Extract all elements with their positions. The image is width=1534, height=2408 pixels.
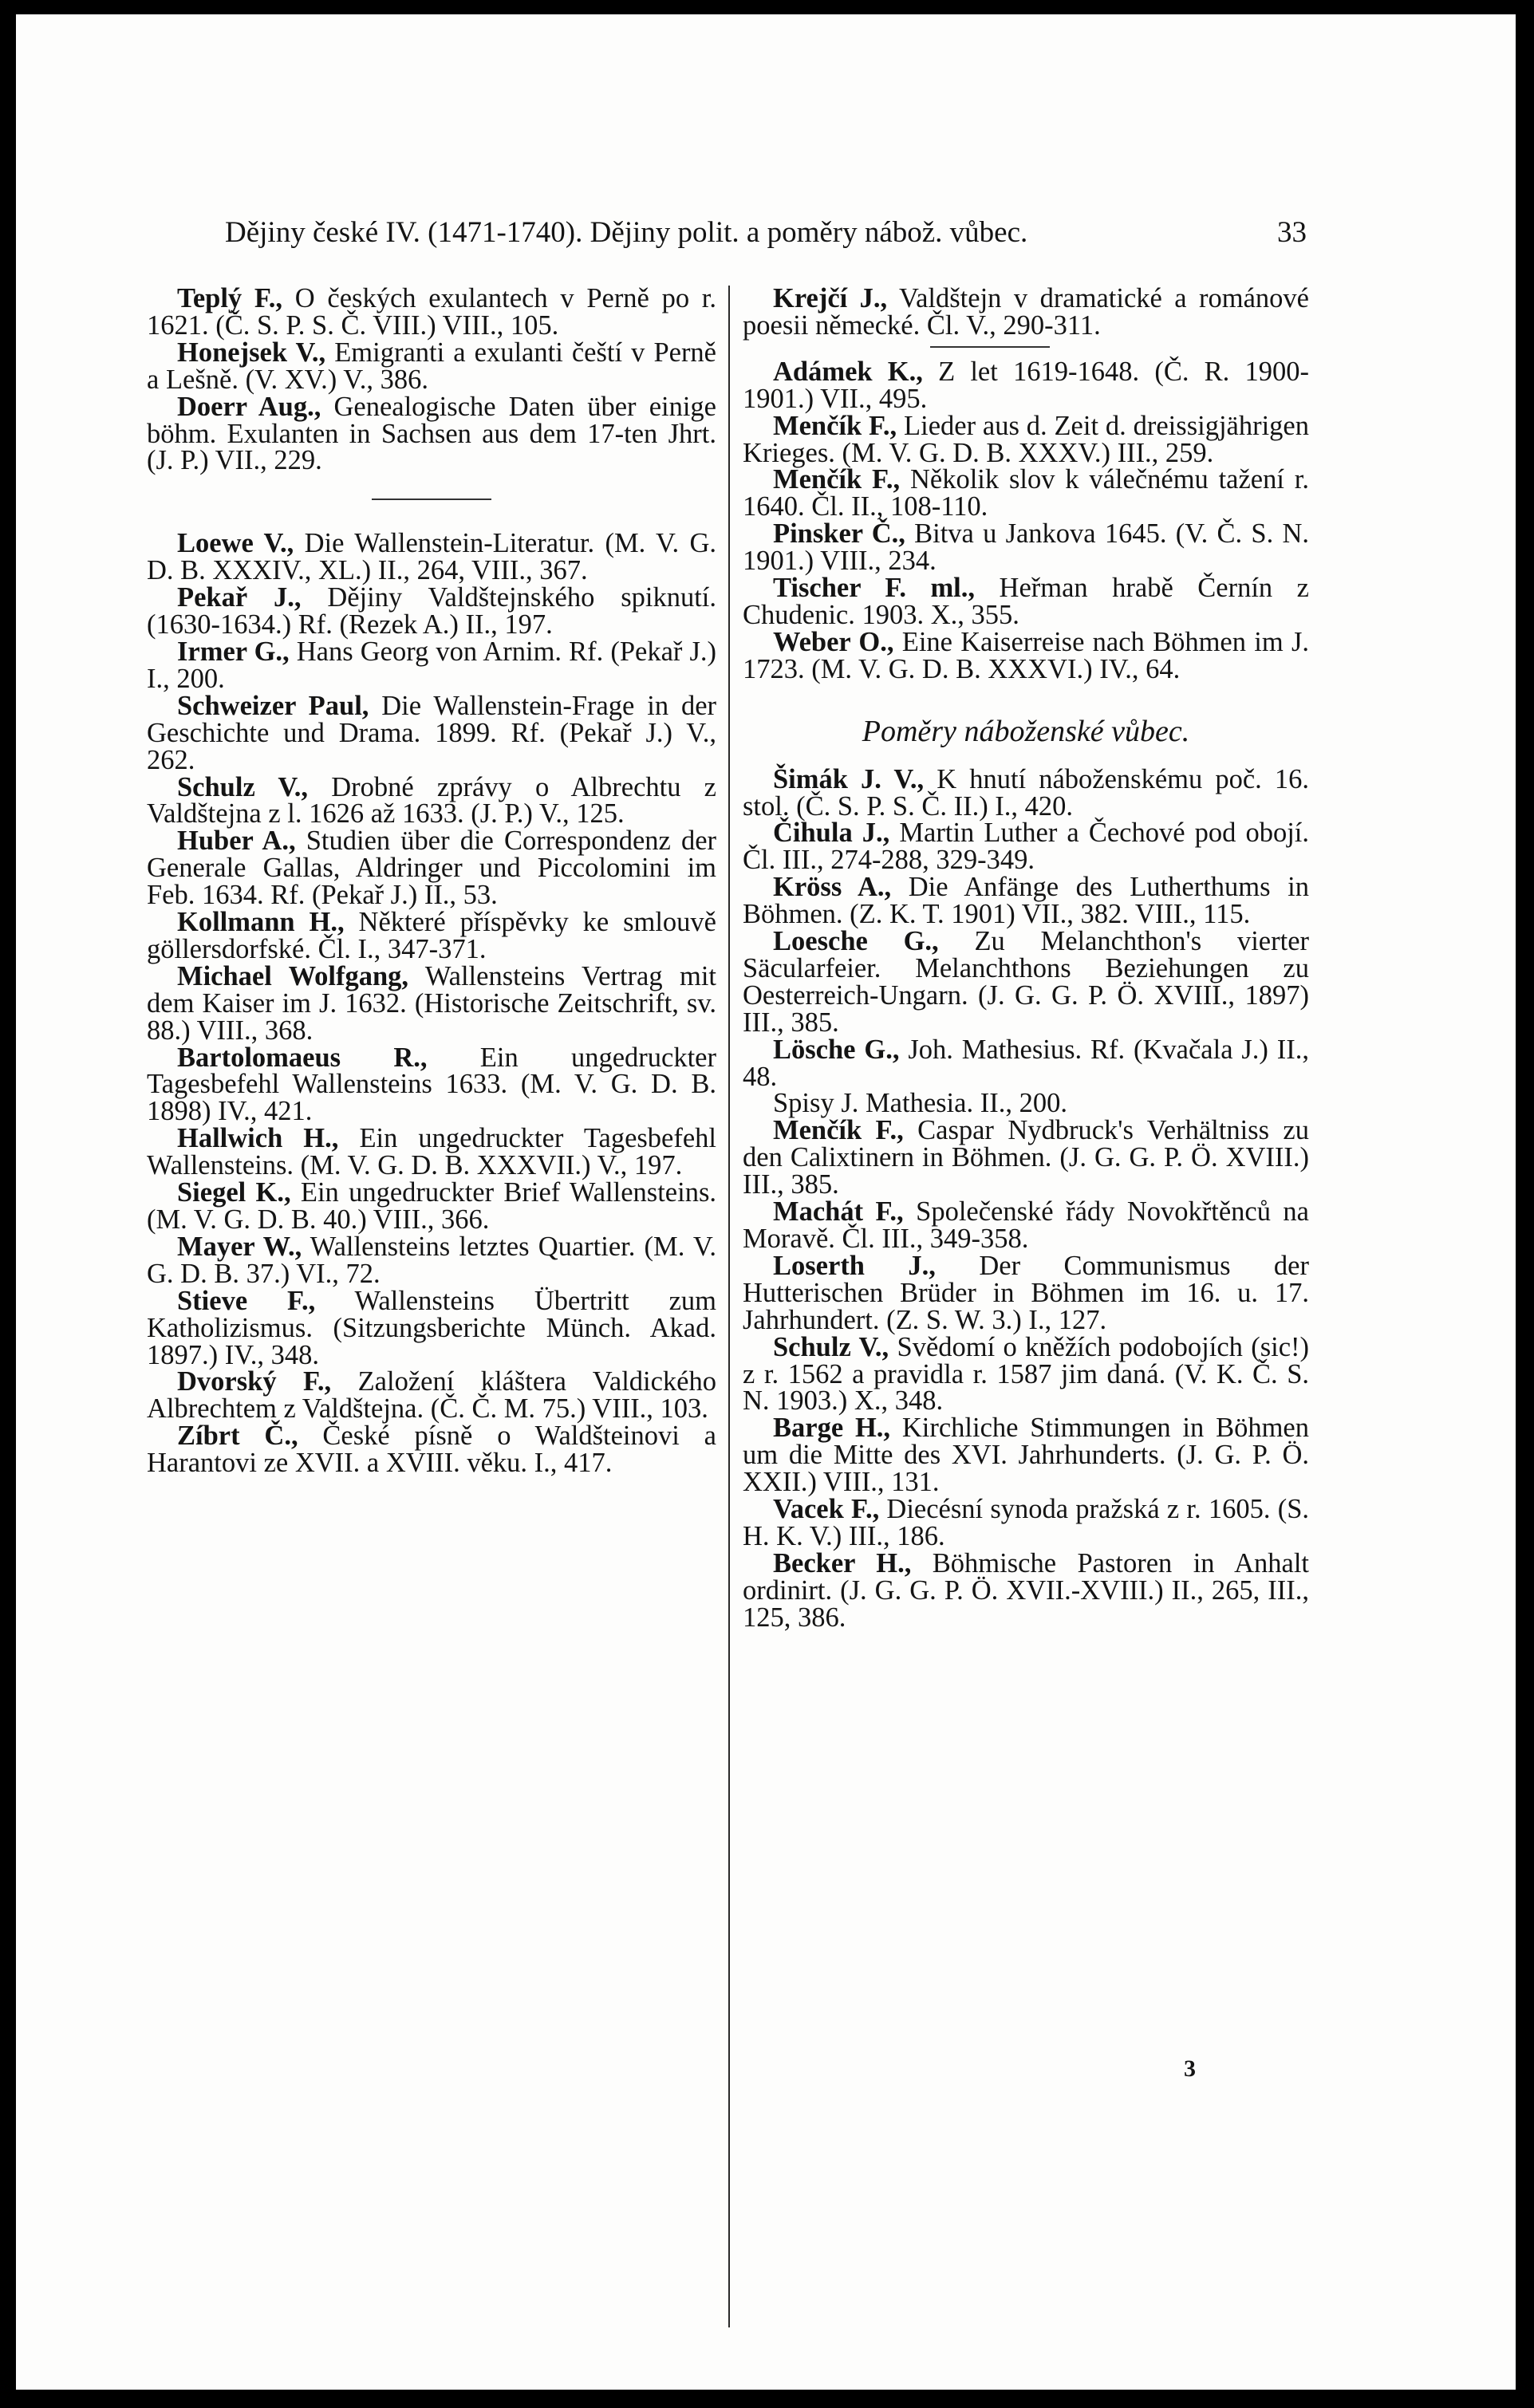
- entry-author: Pekař J.,: [177, 582, 302, 613]
- running-head: [225, 215, 1307, 250]
- right-column-mid: [743, 356, 1309, 684]
- bibliography-entry: [147, 960, 716, 1046]
- entry-text: Martin Luther a Čechové pod obojí. Čl. III., 274-288, 329-349.: [743, 818, 1309, 876]
- entry-text: Heřman hrabě Černín z Chudenic. 1903. X., 355.: [743, 573, 1309, 630]
- entry-text: Spisy J. Mathesia. II., 200.: [773, 1088, 1067, 1119]
- entry-text: Několik slov k válečnému tažení r. 1640. Čl. II., 108-110.: [743, 464, 1309, 522]
- right-column: [743, 283, 1310, 1633]
- entry-text: Společenské řády Novokřtěnců na Moravě. Čl. III., 349-358.: [743, 1196, 1309, 1254]
- entry-author: Krejčí J.,: [773, 283, 888, 313]
- entry-author: Vacek F.,: [773, 1494, 880, 1525]
- bibliography-entry: [147, 283, 717, 341]
- signature-mark: 3: [1184, 2055, 1196, 2082]
- bibliography-entry: [147, 909, 716, 964]
- entry-author: Dvorský F.,: [177, 1366, 332, 1397]
- entry-author: Weber O.,: [773, 626, 894, 657]
- entry-text: Založení kláštera Valdického Albrechtem z Valdštejna. (Č. Č. M. 75.) VIII., 103.: [147, 1366, 716, 1425]
- entry-text: Ein ungedruckter Tagesbefehl Wallensteins 1633. (M. V. G. D. B. 1898) IV., 421.: [147, 1042, 716, 1127]
- entry-author: Loewe V.,: [177, 528, 294, 559]
- page-number: 33: [1277, 216, 1307, 249]
- section-heading: Poměry náboženské vůbec.: [862, 714, 1190, 748]
- entry-text: Z let 1619-1648. (Č. R. 1900-1901.) VII., 495.: [743, 356, 1309, 414]
- bibliography-entry: [743, 1496, 1309, 1551]
- entry-author: Stieve F.,: [177, 1285, 316, 1316]
- bibliography-entry: [743, 820, 1309, 874]
- entry-text: Die Wallenstein-Frage in der Geschichte und Drama. 1899. Rf. (Pekař J.) V., 262.: [147, 690, 716, 775]
- entry-author: Teplý F.,: [177, 283, 283, 313]
- bibliography-entry: [147, 1042, 716, 1127]
- entry-author: Kröss A.,: [773, 872, 892, 903]
- entry-text: Die Wallenstein-Literatur. (M. V. G. D. B. XXXIV., XL.) II., 264, VIII., 367.: [147, 528, 716, 586]
- entry-text: Ein ungedruckter Tagesbefehl Wallensteins. (M. V. G. D. B. XXXVII.) V., 197.: [147, 1123, 717, 1181]
- bibliography-entry: [743, 575, 1309, 629]
- bibliography-entry: [743, 1415, 1309, 1496]
- entry-text: Drobné zprávy o Albrechtu z Valdštejna z l. 1626 až 1633. (J. P.) V., 125.: [147, 771, 716, 830]
- entry-author: Menčík F.,: [773, 410, 897, 441]
- bibliography-entry: [147, 1423, 716, 1477]
- entry-text: Studien über die Correspondenz der Generale Gallas, Aldringer und Piccolomini im Feb. 1634. Rf. (Pekař J.) II., 53.: [147, 826, 716, 911]
- entry-text: Genealogische Daten über einige böhm. Exulanten in Sachsen aus dem 17-ten Jhrt. (J. P.) VII., 229.: [147, 391, 716, 476]
- column-divider: [728, 286, 730, 2327]
- entry-text: Eine Kaiserreise nach Böhmen im J. 1723. (M. V. G. D. B. XXXVI.) IV., 64.: [743, 626, 1309, 684]
- entry-author: Michael Wolfgang,: [177, 960, 409, 991]
- bibliography-entry: [743, 626, 1309, 684]
- entry-text: Emigranti a exulanti čeští v Perně a Lešně. (V. XV.) V., 386.: [147, 337, 716, 395]
- entry-author: Pinsker Č.,: [773, 518, 905, 550]
- entry-text: Wallensteins Vertrag mit dem Kaiser im J. 1632. (Historische Zeitschrift, sv. 88.) VIII., 368.: [147, 960, 716, 1046]
- bibliography-entry: [147, 636, 716, 694]
- entry-author: Čihula J.,: [773, 818, 890, 849]
- entry-text: Joh. Mathesius. Rf. (Kvačala J.) II., 48.: [743, 1034, 1309, 1092]
- entry-author: Lösche G.,: [773, 1034, 900, 1065]
- entry-author: Huber A.,: [177, 826, 296, 857]
- entry-author: Šimák J. V.,: [773, 763, 925, 794]
- entry-author: Mayer W.,: [177, 1231, 302, 1262]
- bibliography-entry: [743, 763, 1309, 822]
- entry-author: Loserth J.,: [773, 1250, 936, 1281]
- entry-author: Irmer G.,: [177, 636, 290, 667]
- entry-text: Wallensteins letztes Quartier. (M. V. G. D. B. 37.) VI., 72.: [147, 1231, 716, 1289]
- bibliography-entry: [743, 518, 1309, 577]
- entry-author: Becker H.,: [773, 1547, 912, 1578]
- entry-text: O českých exulantech v Perně po r. 1621. (Č. S. P. S. Č. VIII.) VIII., 105.: [147, 283, 717, 341]
- entry-author: Tischer F. ml.,: [773, 573, 976, 604]
- bibliography-entry: [743, 928, 1309, 1037]
- entry-author: Siegel K.,: [177, 1177, 291, 1208]
- right-column-section: [743, 763, 1310, 1633]
- entry-text: Die Anfänge des Lutherthums in Böhmen. (Z. K. T. 1901) VII., 382. VIII., 115.: [743, 872, 1309, 930]
- entry-author: Machát F.,: [773, 1196, 904, 1228]
- entry-text: Ein ungedruckter Brief Wallensteins. (M. V. G. D. B. 40.) VIII., 366.: [147, 1177, 716, 1235]
- entry-text: Některé příspěvky ke smlouvě göllersdorfské. Čl. I., 347-371.: [147, 907, 716, 964]
- document-page: [16, 14, 1516, 2390]
- bibliography-entry: [743, 1331, 1309, 1417]
- bibliography-entry: [743, 1090, 1309, 1117]
- entry-text: Böhmische Pastoren in Anhalt ordinirt. (J. G. G. P. Ö. XVII.-XVIII.) II., 265, III., 125, 386.: [743, 1547, 1309, 1633]
- bibliography-entry: [743, 1196, 1309, 1254]
- separator-rule: [372, 499, 491, 500]
- entry-text: Svědomí o kněžích podobojích (sic!) z r. 1562 a pravidla r. 1587 jim daná. (V. K. Č. S. N. 1903.) X., 348.: [743, 1331, 1309, 1417]
- entry-author: Barge H.,: [773, 1413, 891, 1444]
- bibliography-entry: [743, 464, 1309, 522]
- bibliography-entry: [147, 828, 716, 909]
- entry-text: Zu Melanchthon's vierter Säcularfeier. Melanchthons Beziehungen zu Oesterreich-Ungarn. (J. G. G. P. Ö. XVIII., 1897) III., 385.: [743, 926, 1309, 1038]
- entry-text: České písně o Waldšteinovi a Harantovi ze XVII. a XVIII. věku. I., 417.: [147, 1421, 716, 1479]
- entry-author: Schulz V.,: [773, 1331, 889, 1362]
- bibliography-entry: [147, 771, 716, 830]
- entry-author: Loesche G.,: [773, 926, 939, 957]
- entry-text: Wallensteins Übertritt zum Katholizismus. (Sitzungsberichte Münch. Akad. 1897.) IV., 348.: [147, 1285, 716, 1370]
- entry-text: Diecésní synoda pražská z r. 1605. (S. H. K. V.) III., 186.: [743, 1494, 1310, 1551]
- left-column: [147, 283, 717, 1479]
- entry-author: Menčík F.,: [773, 464, 901, 495]
- entry-author: Hallwich H.,: [177, 1123, 339, 1154]
- entry-text: Kirchliche Stimmungen in Böhmen um die Mitte des XVI. Jahrhunderts. (J. G. P. Ö. XXII.) VIII., 131.: [743, 1413, 1309, 1498]
- bibliography-entry: [147, 1231, 716, 1289]
- entry-author: Zíbrt Č.,: [177, 1421, 298, 1452]
- bibliography-entry: [743, 410, 1309, 468]
- entry-text: Valdštejn v dramatické a románové poesii německé. Čl. V., 290-311.: [743, 283, 1309, 341]
- entry-text: Der Communismus der Hutterischen Brüder in Böhmen im 16. u. 17. Jahrhundert. (Z. S. W. 3.) I., 127.: [743, 1250, 1309, 1335]
- right-column-top: [743, 283, 1309, 341]
- entry-author: Menčík F.,: [773, 1115, 904, 1146]
- bibliography-entry: [743, 1117, 1309, 1199]
- bibliography-entry: [743, 874, 1309, 928]
- entry-text: Caspar Nydbruck's Verhältniss zu den Calixtinern in Böhmen. (J. G. G. P. Ö. XVIII.) III., 385.: [743, 1115, 1309, 1200]
- entry-author: Honejsek V.,: [177, 337, 326, 368]
- bibliography-entry: [147, 1366, 716, 1425]
- bibliography-entry: [743, 283, 1309, 341]
- entry-author: Schulz V.,: [177, 771, 309, 802]
- bibliography-entry: [147, 1285, 716, 1370]
- bibliography-entry: [147, 582, 716, 640]
- separator-rule: [930, 346, 1050, 348]
- entry-author: Adámek K.,: [773, 356, 923, 387]
- bibliography-entry: [147, 391, 716, 476]
- bibliography-entry: [743, 1250, 1309, 1335]
- bibliography-entry: [147, 690, 716, 775]
- bibliography-entry: [743, 1034, 1309, 1092]
- entry-text: K hnutí náboženskému poč. 16. stol. (Č. S. P. S. Č. II.) I., 420.: [743, 763, 1309, 822]
- entry-author: Schweizer Paul,: [177, 690, 369, 721]
- bibliography-entry: [743, 1547, 1309, 1633]
- bibliography-entry: [147, 530, 716, 585]
- entry-author: Bartolomaeus R.,: [177, 1042, 428, 1073]
- entry-author: Kollmann H.,: [177, 907, 345, 938]
- bibliography-entry: [147, 1177, 716, 1235]
- bibliography-entry: [147, 337, 716, 395]
- entry-text: Hans Georg von Arnim. Rf. (Pekař J.) I., 200.: [147, 636, 716, 694]
- bibliography-entry: [147, 1125, 716, 1180]
- entry-text: Dějiny Valdštejnského spiknutí. (1630-1634.) Rf. (Rezek A.) II., 197.: [147, 582, 716, 640]
- entry-text: Lieder aus d. Zeit d. dreissigjährigen Krieges. (M. V. G. D. B. XXXV.) III., 259.: [743, 410, 1309, 468]
- bibliography-entry: [743, 356, 1309, 414]
- entry-text: Bitva u Jankova 1645. (V. Č. S. N. 1901.) VIII., 234.: [743, 518, 1309, 577]
- entry-author: Doerr Aug.,: [177, 391, 321, 422]
- running-head-title: Dějiny české IV. (1471-1740). Dějiny polit. a poměry nábož. vůbec.: [225, 216, 1028, 249]
